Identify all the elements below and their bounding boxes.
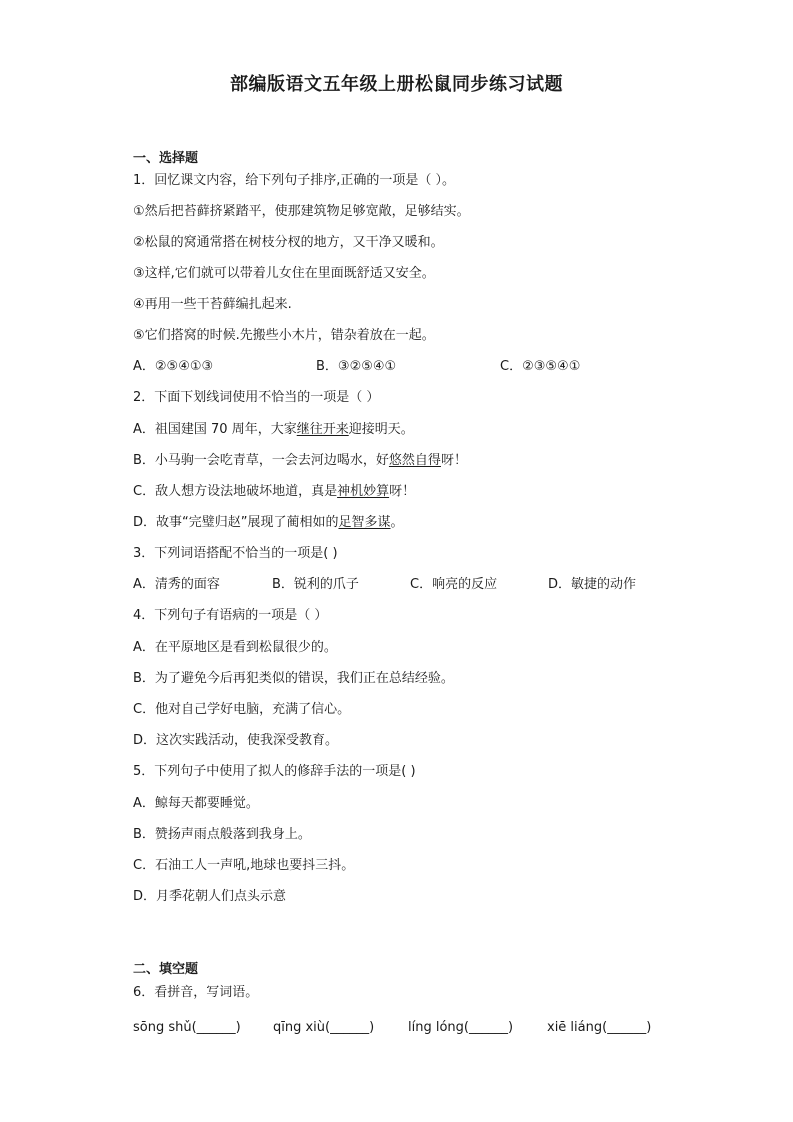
question-4-option-b: B．为了避免今后再犯类似的错误，我们正在总结经验。 [133, 671, 454, 686]
question-3-option-d: D．敏捷的动作 [548, 577, 637, 592]
question-1-sentence-3: ③这样,它们就可以带着儿女住在里面既舒适又安全。 [133, 266, 435, 281]
underlined-word: 悠然自得 [388, 453, 441, 468]
option-text: 呀！ [389, 484, 416, 499]
option-text: A．祖国建国 70 周年，大家 [133, 422, 297, 437]
question-1-sentence-4: ④再用一些干苔藓编扎起来. [133, 297, 292, 312]
question-1-sentence-1: ①然后把苔藓挤紧踏平，使那建筑物足够宽敞，足够结实。 [133, 204, 470, 219]
question-5-option-a: A．鲸每天都要睡觉。 [133, 796, 259, 811]
option-text: B．小马驹一会吃青草，一会去河边喝水，好 [133, 453, 389, 468]
question-5-option-d: D．月季花朝人们点头示意 [133, 889, 287, 904]
question-1-option-a: A．②⑤④①③ [133, 359, 214, 374]
question-2-stem: 2．下面下划线词使用不恰当的一项是（ ） [133, 390, 380, 405]
underlined-word: 继往开来 [296, 422, 349, 437]
question-4-option-d: D．这次实践活动，使我深受教育。 [133, 733, 339, 748]
pinyin-item-4: xiē liáng(______) [547, 1020, 652, 1035]
document-title: 部编版语文五年级上册松鼠同步练习试题 [230, 74, 563, 95]
question-5-stem: 5．下列句子中使用了拟人的修辞手法的一项是( ) [133, 764, 416, 779]
question-2-option-c [133, 484, 415, 500]
underlined-word: 足智多谋 [338, 515, 391, 530]
section-heading-choice: 一、选择题 [133, 151, 199, 166]
question-1-option-b: B．③②⑤④① [316, 359, 397, 374]
question-1-option-c: C．②③⑤④① [500, 359, 581, 374]
question-1-stem: 1．回忆课文内容，给下列句子排序,正确的一项是（ ）。 [133, 173, 456, 188]
question-3-stem: 3．下列词语搭配不恰当的一项是( ) [133, 546, 338, 561]
question-2-option-d [133, 515, 404, 531]
question-2-option-a [133, 422, 414, 438]
question-4-option-a: A．在平原地区是看到松鼠很少的。 [133, 640, 337, 655]
pinyin-item-3: líng lóng(______) [408, 1020, 514, 1035]
question-3-option-a: A．清秀的面容 [133, 577, 220, 592]
option-text: C．敌人想方设法地破坏地道，真是 [133, 484, 338, 499]
question-5-option-b: B．赞扬声雨点般落到我身上。 [133, 827, 311, 842]
question-6-stem: 6．看拼音，写词语。 [133, 985, 259, 1000]
pinyin-item-2: qīng xiù(______) [273, 1020, 375, 1035]
question-3-option-c: C．响亮的反应 [410, 577, 498, 592]
question-1-sentence-2: ②松鼠的窝通常搭在树枝分杈的地方，又干净又暖和。 [133, 235, 444, 250]
pinyin-item-1: sōng shǔ(______) [133, 1020, 241, 1035]
question-5-option-c: C．石油工人一声吼,地球也要抖三抖。 [133, 858, 355, 873]
option-text: 迎接明天。 [348, 422, 414, 437]
question-2-option-b [133, 453, 467, 469]
question-1-sentence-5: ⑤它们搭窝的时候.先搬些小木片，错杂着放在一起。 [133, 328, 435, 343]
option-text: 。 [390, 515, 404, 530]
underlined-word: 神机妙算 [337, 484, 390, 499]
option-text: 呀！ [440, 453, 467, 468]
question-3-option-b: B．锐利的爪子 [272, 577, 359, 592]
question-4-option-c: C．他对自己学好电脑，充满了信心。 [133, 702, 351, 717]
section-heading-fill: 二、填空题 [133, 962, 199, 977]
option-text: D．故事“完璧归赵”展现了蔺相如的 [133, 515, 339, 530]
question-4-stem: 4．下列句子有语病的一项是（ ） [133, 608, 328, 623]
